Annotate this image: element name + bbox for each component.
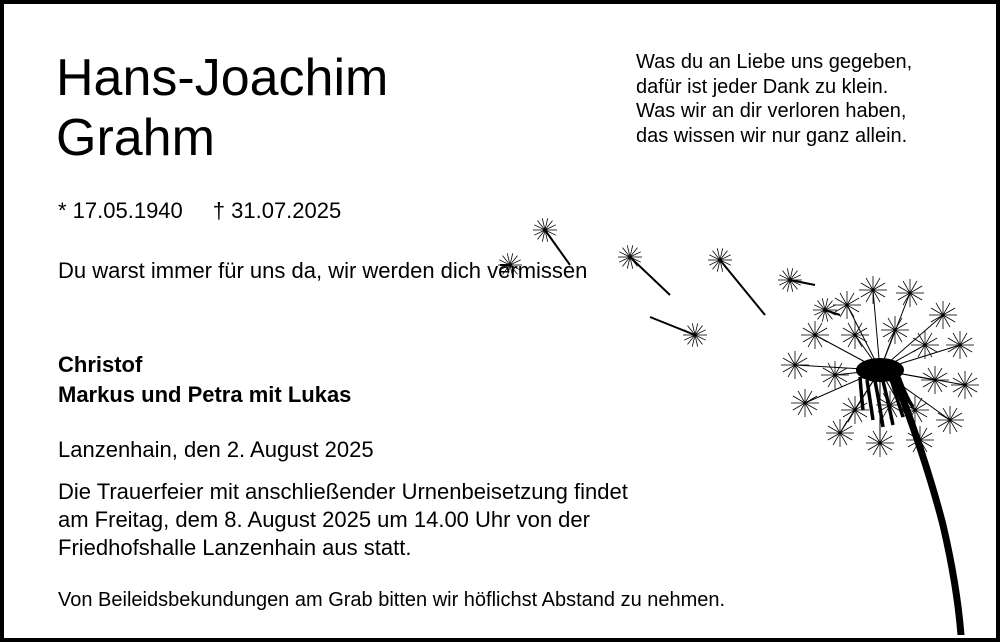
dandelion-icon: [495, 195, 985, 635]
service-line: Friedhofshalle Lanzenhain aus statt.: [58, 535, 412, 560]
poem-line: das wissen wir nur ganz allein.: [636, 124, 908, 147]
mourner: Markus und Petra mit Lukas: [58, 382, 352, 407]
motto: Du warst immer für uns da, wir werden dich vermissen: [58, 258, 588, 283]
poem-line: dafür ist jeder Dank zu klein.: [636, 75, 889, 98]
death-date: † 31.07.2025: [212, 198, 342, 223]
deceased-first-name: Hans-Joachim: [56, 49, 389, 107]
service-line: Die Trauerfeier mit anschließender Urnenbeisetzung findet: [58, 479, 628, 504]
life-dates: [58, 198, 341, 224]
poem: [636, 50, 912, 148]
deceased-last-name: Grahm: [56, 109, 215, 167]
deceased-name: [56, 48, 388, 168]
condolence-note: Von Beileidsbekundungen am Grab bitten wir höflichst Abstand zu nehmen.: [58, 589, 726, 611]
service-line: am Freitag, dem 8. August 2025 um 14.00 Uhr von der: [58, 507, 590, 532]
place-date: Lanzenhain, den 2. August 2025: [58, 437, 374, 462]
mourner: Christof: [58, 352, 143, 377]
poem-line: Was wir an dir verloren haben,: [636, 100, 907, 122]
birth-date: * 17.05.1940: [58, 198, 183, 223]
mourners-list: [58, 350, 351, 410]
poem-line: Was du an Liebe uns gegeben,: [636, 51, 913, 73]
